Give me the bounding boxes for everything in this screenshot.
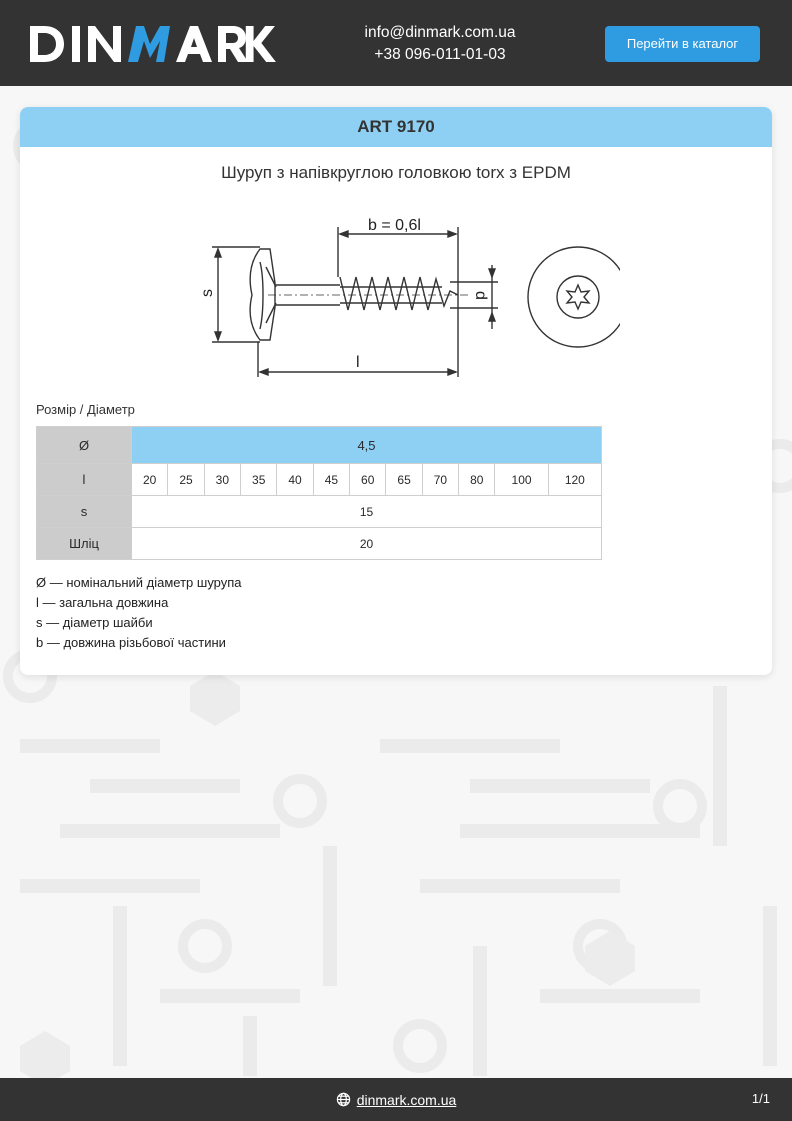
dimension-d-label: d — [472, 291, 489, 300]
row-label-s: s — [37, 496, 132, 528]
size-diameter-label: Розмір / Діаметр — [36, 402, 135, 417]
dimension-b-label: b = 0,6l — [368, 217, 421, 234]
table-row — [37, 528, 602, 560]
length-cell: 65 — [386, 464, 422, 496]
legend-item: Ø — номінальний діаметр шурупа — [36, 575, 242, 590]
legend — [36, 573, 242, 653]
length-cell: 120 — [548, 464, 601, 496]
length-cell: 40 — [277, 464, 313, 496]
slot-value: 20 — [132, 528, 602, 560]
table-row — [37, 427, 602, 464]
length-cell: 45 — [313, 464, 349, 496]
table-row — [37, 464, 602, 496]
legend-item: s — діаметр шайби — [36, 615, 153, 630]
screw-technical-drawing — [180, 207, 620, 382]
page-number: 1/1 — [751, 1091, 770, 1106]
art-number: ART 9170 — [20, 107, 772, 147]
contacts-block — [300, 22, 580, 66]
length-cell: 100 — [495, 464, 548, 496]
legend-item: l — загальна довжина — [36, 595, 169, 610]
footer-site-link[interactable] — [0, 1078, 792, 1121]
length-cell: 25 — [168, 464, 204, 496]
site-header — [0, 0, 792, 86]
s-value: 15 — [132, 496, 602, 528]
length-cell: 35 — [241, 464, 277, 496]
legend-item: b — довжина різьбової частини — [36, 635, 226, 650]
globe-icon — [336, 1092, 351, 1107]
row-label-length: l — [37, 464, 132, 496]
header-phone[interactable]: +38 096-011-01-03 — [374, 46, 506, 63]
length-cell: 20 — [132, 464, 168, 496]
dimension-s-label: s — [199, 289, 216, 297]
site-footer — [0, 1078, 792, 1121]
product-card — [20, 107, 772, 675]
go-to-catalog-button[interactable]: Перейти в каталог — [605, 26, 760, 62]
length-cell: 30 — [204, 464, 240, 496]
product-title: Шуруп з напівкруглою головкою torx з EPDM — [221, 163, 571, 182]
dimension-l-label: l — [356, 354, 360, 371]
size-table — [36, 426, 602, 560]
diameter-value[interactable]: 4,5 — [132, 427, 602, 464]
header-email[interactable]: info@dinmark.com.ua — [364, 24, 516, 41]
length-cell: 60 — [350, 464, 386, 496]
row-label-diameter: Ø — [37, 427, 132, 464]
footer-site-text[interactable]: dinmark.com.ua — [356, 1091, 457, 1108]
row-label-slot: Шліц — [37, 528, 132, 560]
table-row — [37, 496, 602, 528]
dinmark-logo[interactable] — [30, 24, 276, 64]
length-cell: 70 — [422, 464, 458, 496]
length-cell: 80 — [459, 464, 495, 496]
